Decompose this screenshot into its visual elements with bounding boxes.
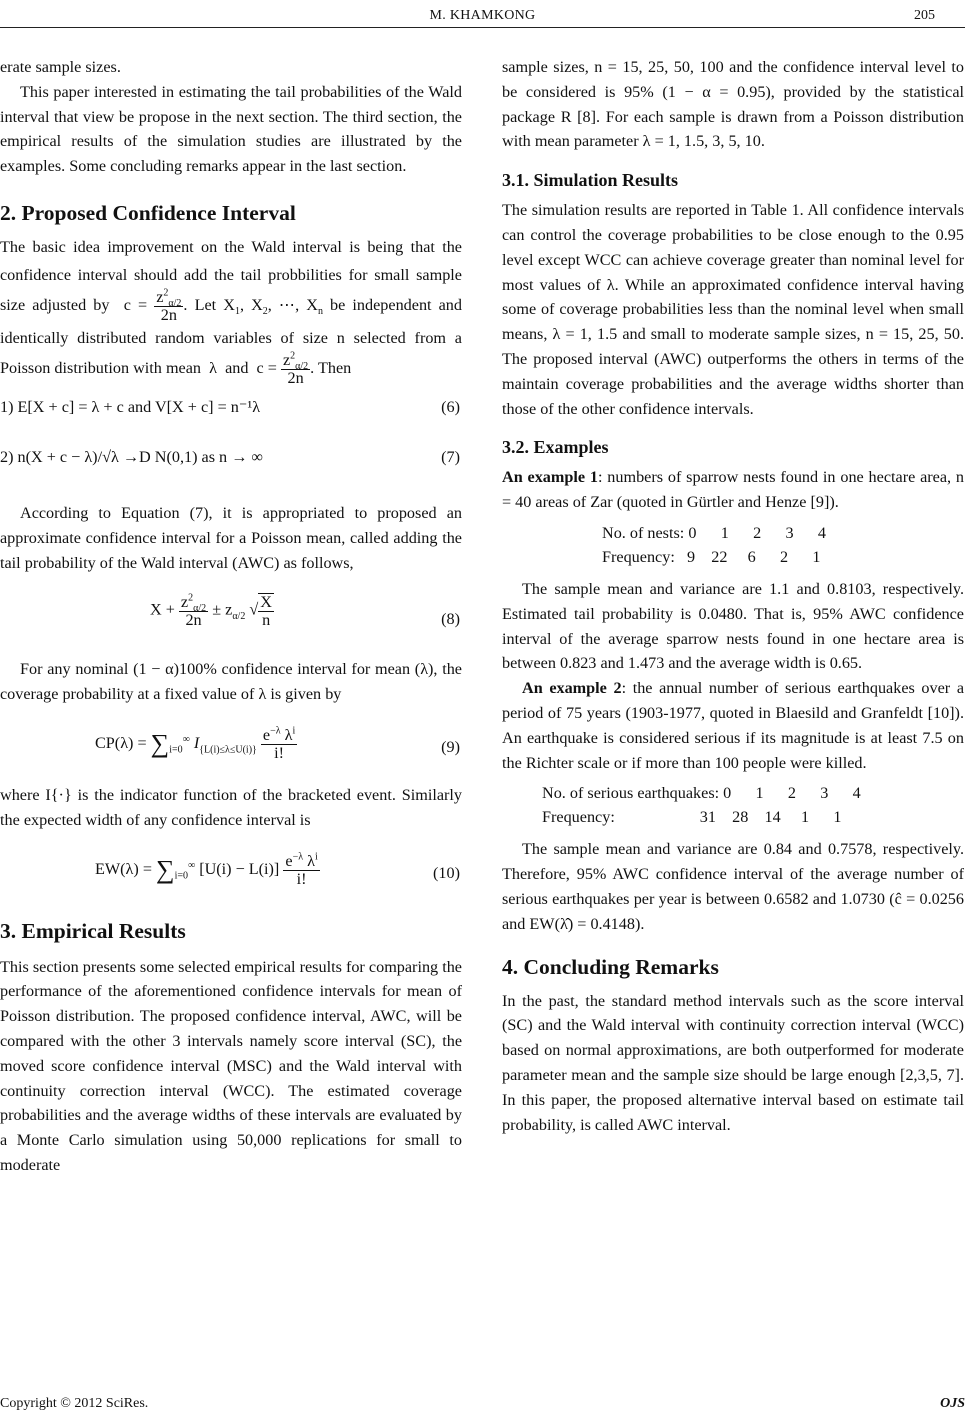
example-label: An example 1 bbox=[502, 468, 598, 487]
table-row: No. of nests: 0 1 2 3 4 bbox=[602, 523, 826, 542]
paragraph: For any nominal (1 − α)100% confidence interval for mean (λ), the coverage probability at a fixed value of λ is given by bbox=[0, 660, 462, 704]
paragraph: This section presents some selected empirical results for comparing the performance of the aforementioned confidence intervals for mean of Poisson distribution. The proposed confidence interval, AWC, will be compared with the other 3 intervals namely score interval (SC), the moved score confidence interval (MSC) and the Wald interval with continuity correction interval (WCC). The estimated coverage probabilities and the average widths of these intervals are evaluated by a Monte Carlo simulation using 50,000 replications for small to moderate bbox=[0, 957, 462, 1174]
paragraph: sample sizes, n = 15, 25, 50, 100 and the confidence interval level to be considered is 95% (1 − α = 0.95), provided by the statistical package R [8]. For each sample is drawn from a Poisson distribution with mean parameter λ = 1, 1.5, 3, 5, 10. bbox=[502, 58, 964, 151]
subsection-heading: 3.1. Simulation Results bbox=[502, 170, 679, 191]
section-heading: 4. Concluding Remarks bbox=[502, 954, 719, 979]
c-formula: c = $\frac{z^2_{\alpha/2}}{2n}$ bbox=[116, 287, 182, 324]
equation-number: (7) bbox=[441, 447, 460, 466]
table-row: No. of serious earthquakes: 0 1 2 3 4 bbox=[542, 784, 861, 803]
table-row: Frequency: 9 22 6 2 1 bbox=[602, 547, 821, 566]
equation-9: $CP(\lambda) = \sum_{i=0}^\infty$ $I_{\{L(i)\le\lambda\le U(i)\}}$ $\frac{e^{-\lambda} \lambda^i}{i!}$ (9) bbox=[95, 725, 460, 762]
page-number: 205 bbox=[914, 8, 935, 23]
paragraph-text: . Then bbox=[310, 359, 352, 378]
subsection-heading: 3.2. Examples bbox=[502, 437, 609, 458]
table-row: Frequency: 31 28 14 1 1 bbox=[542, 808, 842, 827]
paragraph-text: and bbox=[225, 359, 249, 378]
earthquake-frequency-table bbox=[542, 781, 964, 829]
right-column bbox=[502, 55, 964, 1137]
equation-number: (9) bbox=[441, 737, 460, 756]
paragraph-text: : numbers of sparrow nests found in one hectare area, n = 40 areas of Zar (quoted in Gürtler and Henze [9]). bbox=[502, 468, 964, 512]
header-rule bbox=[0, 27, 965, 28]
paragraph bbox=[502, 465, 964, 515]
paragraph: In the past, the standard method intervals such as the score interval (SC) and the Wald interval with continuity correction interval (WCC) based on normal approximations, are both outperformed for moderate parameter mean and the sample size should be large enough [2,3,5, 7]. In this paper, the proposed alternative interval based on estimate tail probability, is called AWC interval. bbox=[502, 991, 964, 1134]
random-variables-formula: $X_1$, $X_2$, ⋯, $X_n$ bbox=[223, 296, 323, 318]
paragraph: The simulation results are reported in Table 1. All confidence intervals can control the coverage probabilities to be close enough to the 0.95 level except WCC can achieve coverage greater than nominal level for most values of λ. While an approximated confidence interval having some of coverage probabilities less than the nominal level when small means, λ = 1, 1.5 and small to moderate sample sizes, n = 15, 25, 50. The proposed interval (AWC) outperforms the others in terms of the maintain coverage probabilities and the average widths shorter than those of the other confidence intervals. bbox=[502, 201, 964, 418]
paragraph-text: . Let bbox=[183, 296, 217, 315]
running-head-author: M. KHAMKONG bbox=[429, 8, 536, 23]
section-heading: 2. Proposed Confidence Interval bbox=[0, 200, 296, 225]
paragraph bbox=[502, 676, 964, 775]
copyright: Copyright © 2012 SciRes. bbox=[0, 1396, 149, 1411]
paragraph: where I{·} is the indicator function of the bracketed event. Similarly the expected width of any confidence interval is bbox=[0, 785, 462, 829]
equation-10: $EW(\lambda) = \sum_{i=0}^\infty$ [U(i) − L(i)] $\frac{e^{-\lambda} \lambda^i}{i!}$ (10) bbox=[95, 851, 460, 888]
equation-6: 1) E[X + c] = λ + c and V[X + c] = n⁻¹λ (6) bbox=[0, 395, 462, 435]
page-header bbox=[0, 4, 965, 24]
paragraph-text: be independent and identically distributed random variables of size n selected from a Poisson distribution with mean bbox=[0, 296, 462, 378]
paragraph: The sample mean and variance are 0.84 and 0.7578, respectively. Therefore, 95% AWC confidence interval of the average number of serious earthquakes per year is between 0.6582 and 1.0730 (ĉ = 0.0256 and EW(λ̂) = 0.4148). bbox=[502, 840, 964, 933]
paragraph-text: The basic idea improvement on the Wald interval is being that the confidence interval should add the tail probbilities for small sample size adjusted by bbox=[0, 237, 462, 315]
equation-8: X + $\frac{z^2_{\alpha/2}}{2n}$ ± $z_{\alpha/2}$ √ $\frac{X}{n}$ (8) bbox=[0, 587, 462, 651]
left-column bbox=[0, 55, 462, 1178]
nest-frequency-table bbox=[602, 521, 964, 569]
equation-number: (10) bbox=[433, 863, 460, 882]
paragraph-text: : the annual number of serious earthquakes over a period of 75 years (1903-1977, quoted in Blaesild and Granfeldt [10]). An earthquake is considered serious if its magnitude is at least 7.5 on the Richter scale or if more than 100 people were killed. bbox=[502, 679, 965, 772]
paragraph: This paper interested in estimating the tail probabilities of the Wald interval that view be propose in the next section. The third section, the empirical results of the simulation studies are illustrated by the examples. Some concluding remarks appear in the last section. bbox=[0, 82, 462, 176]
journal-name: OJS bbox=[940, 1396, 965, 1411]
paragraph: According to Equation (7), it is appropriated to proposed an approximate confidence interval for a Poisson mean, called adding the tail probability of the Wald interval (AWC) as follows, bbox=[0, 503, 462, 572]
paragraph: The basic idea improvement on the Wald interval is being that the confidence interval should add the tail probbilities for small sample size adjusted by c = $\frac{z^2_{\alpha/2}}{2n}$ . Let $X_1$, $X_2$, ⋯, $X_n$ be independent and identically distributed random variables of size n selected from a Poisson distribution with mean λ and c = $\frac{z^2_{\alpha/2}}{2n}$ . Then bbox=[0, 237, 462, 387]
equation-number: (6) bbox=[441, 397, 460, 416]
paragraph: The sample mean and variance are 1.1 and 0.8103, respectively. Estimated tail probability is 0.0480. That is, 95% AWC confidence interval of the average sparrow nests found in one hectare area is between 0.823 and 1.473 and the average width is 0.65. bbox=[502, 579, 964, 673]
equation-number: (8) bbox=[441, 610, 460, 629]
c-formula: c = $\frac{z^2_{\alpha/2}}{2n}$ bbox=[252, 350, 309, 387]
paragraph: erate sample sizes. bbox=[0, 58, 121, 76]
example-label: An example 2 bbox=[522, 679, 622, 698]
section-heading: 3. Empirical Results bbox=[0, 918, 186, 943]
equation-7: 2) n(X + c − λ)/√λ →D N(0,1) as n → ∞ (7) bbox=[0, 435, 462, 493]
